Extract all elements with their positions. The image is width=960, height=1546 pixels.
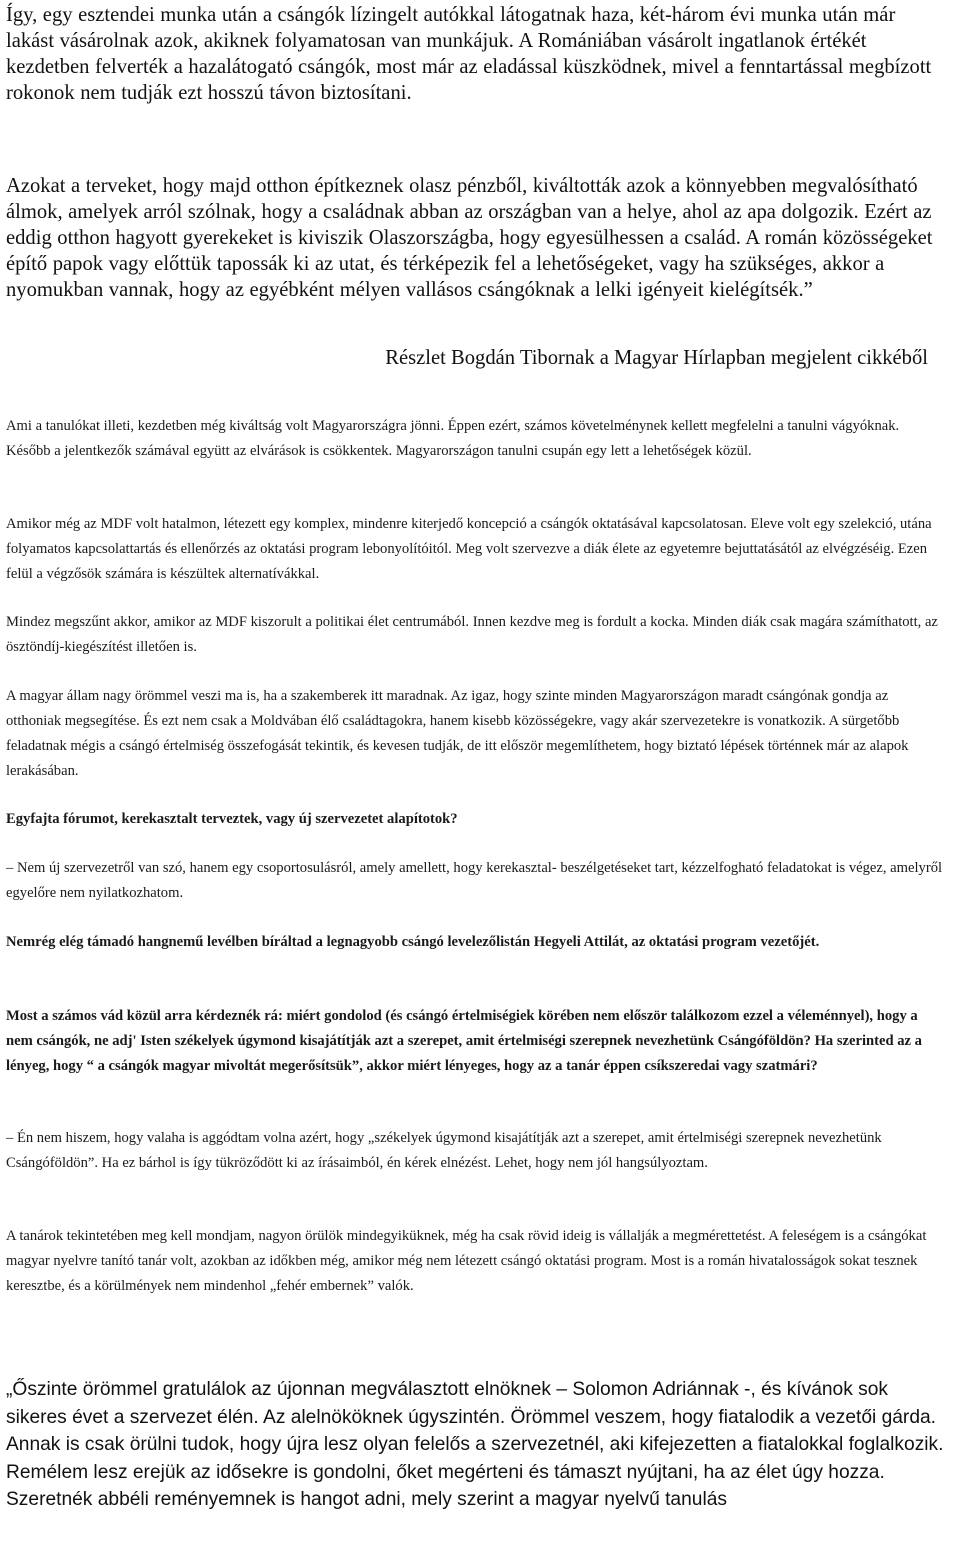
interview-answer-3: A tanárok tekintetében meg kell mondjam, nagyon örülök mindegyiküknek, még ha csak rövid ideig is vállalják a megmérettetést. A feleségem is a csángókat magyar nyelvre tanító tanár volt, azokban az időkben még, amikor még nem létezett csángó oktatási program. Most is a román hivatalosságok sokat tesznek keresztbe, és a körülmények nem mindenhol „fehér embernek” valók. [6, 1228, 927, 1294]
closing-quote: „Őszinte örömmel gratulálok az újonnan megválasztott elnöknek – Solomon Adriánnak -, és kívánok sok sikeres évet a szervezet élén. Az alelnököknek úgyszintén. Örömmel veszem, hogy fiatalodik a vezetői gárda. Annak is csak örülni tudok, hogy újra lesz olyan felelős a szervezetnél, aki kifejezetten a fiatalokkal foglalkozik. Remélem lesz erejük az idősekre is gondolni, őket megérteni és támaszt nyújtani, ha az élet úgy hozza. Szeretnék abbéli reményemnek is hangot adni, mely szerint a magyar nyelvű tanulás [6, 1379, 944, 1511]
interview-question-1: Egyfajta fórumot, kerekasztalt terveztek, vagy új szervezetet alapítotok? [6, 811, 458, 827]
intro-paragraph-1: Így, egy esztendei munka után a csángók lízingelt autókkal látogatnak haza, két-három évi munka után már lakást vásárolnak azok, akiknek folyamatosan van munkájuk. A Romániában vásárolt ingatlanok értékét kezdetben felverték a hazalátogató csángók, most már az eladással küszködnek, mivel a fenntartással megbízott rokonok nem tudják ezt hosszú távon biztosítani. [6, 4, 932, 104]
interview-question-2: Nemrég elég támadó hangnemű levélben bíráltad a legnagyobb csángó levelezőlistán Hegyeli Attilát, az oktatási program vezetőjét. [6, 934, 820, 950]
interview-paragraph-3: Mindez megszűnt akkor, amikor az MDF kiszorult a politikai élet centrumából. Innen kezdve meg is fordult a kocka. Minden diák csak magára számíthatott, az ösztöndíj-kiegészítést illetően is. [6, 614, 938, 655]
interview-paragraph-4: A magyar állam nagy örömmel veszi ma is, ha a szakemberek itt maradnak. Az igaz, hogy szinte minden Magyarországon maradt csángónak gondja az otthoniak megsegítése. És ezt nem csak a Moldvában élő családtagokra, hanem kisebb közösségekre, vagy akár szervezetekre is vonatkozik. A sürgetőbb feladatnak mégis a csángó értelmiség összefogását tekintik, és kevesen tudják, de itt először megemlíthetem, hogy biztató lépések történnek már az alapok lerakásában. [6, 688, 909, 779]
interview-paragraph-2: Amikor még az MDF volt hatalmon, létezett egy komplex, mindenre kiterjedő koncepció a csángók oktatásával kapcsolatosan. Eleve volt egy szelekció, utána folyamatos kapcsolattartás és ellenőrzés az oktatási program lebonyolítóitól. Meg volt szervezve a diák élete az egyetemre bejuttatásától az elvégzéséig. Ezen felül a végzősök számára is készültek alternatívákkal. [6, 516, 932, 582]
interview-paragraph-1: Ami a tanulókat illeti, kezdetben még kiváltság volt Magyarországra jönni. Éppen ezért, számos követelménynek kellett megfelelni a tanulni vágyóknak. Később a jelentkezők számával együtt az elvárások is csökkentek. Magyarországon tanulni csupán egy lett a lehetőségek közül. [6, 418, 900, 459]
intro-paragraph-2: Azokat a terveket, hogy majd otthon építkeznek olasz pénzből, kiváltották azok a könnyebben megvalósítható álmok, amelyek arról szólnak, hogy a családnak abban az országban van a helye, ahol az apa dolgozik. Ezért az eddig otthon hagyott gyerekeket is kiviszik Olaszországba, hogy egyesülhessen a család. A román közösségeket építő papok vagy előttük tapossák ki az utat, és térképezik fel a lehetőségeket, vagy ha szükséges, akkor a nyomukban vannak, hogy az egyébként mélyen vallásos csángóknak a lelki igényeit kielégítsék.” [6, 175, 933, 301]
quote-attribution: Részlet Bogdán Tibornak a Magyar Hírlapban megjelent cikkéből [385, 347, 928, 369]
interview-answer-2: – Én nem hiszem, hogy valaha is aggódtam volna azért, hogy „székelyek úgymond kisajátítják azt a szerepet, amit értelmiségi szerepnek nevezhetünk Csángóföldön”. Ha ez bárhol is így tükröződött ki az írásaimból, én kérek elnézést. Lehet, hogy nem jól hangsúlyoztam. [6, 1130, 882, 1171]
interview-answer-1: – Nem új szervezetről van szó, hanem egy csoportosulásról, amely amellett, hogy kerekasztal- beszélgetéseket tart, kézzelfogható feladatokat is végez, amelyről egyelőre nem nyilatkozhatom. [6, 860, 943, 901]
interview-question-3: Most a számos vád közül arra kérdeznék rá: miért gondolod (és csángó értelmiségiek körében nem először találkozom ezzel a véleménnyel), hogy a nem csángók, ne adj' Isten székelyek úgymond kisajátítják azt a szerepet, amit értelmiségi szerepnek nevezhetünk Csángóföldön? Ha szerinted az a lényeg, hogy “ a csángók magyar mivoltát megerősítsük”, akkor miért lényeges, hogy az a tanár éppen csíkszeredai vagy szatmári? [6, 1008, 922, 1074]
